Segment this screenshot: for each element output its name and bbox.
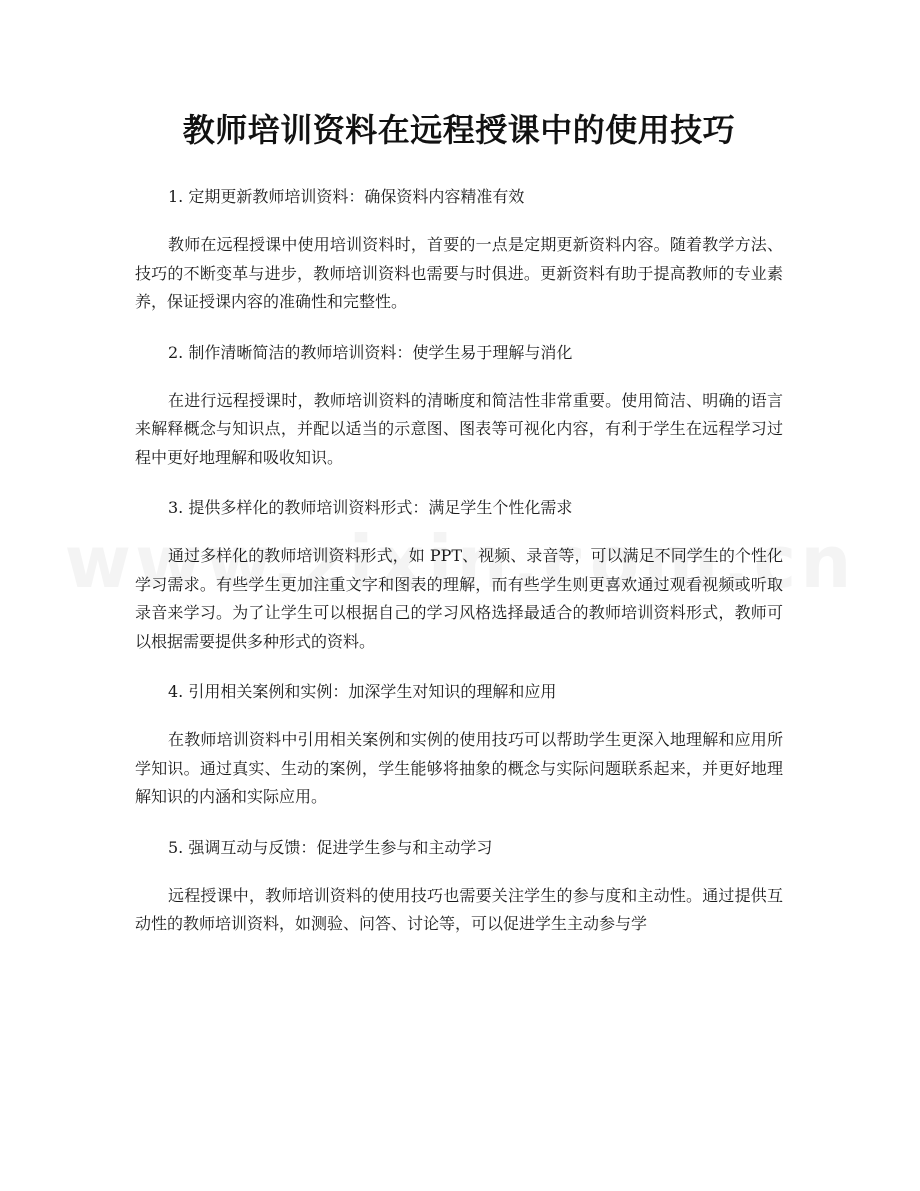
section-paragraph: 在进行远程授课时，教师培训资料的清晰度和简洁性非常重要。使用简洁、明确的语言来解释概念与知识点，并配以适当的示意图、图表等可视化内容，有利于学生在远程学习过程中更好地理解和吸收知识。	[135, 390, 783, 467]
section-1	[135, 179, 783, 335]
section-5	[135, 830, 783, 939]
section-paragraph: 远程授课中，教师培训资料的使用技巧也需要关注学生的参与度和主动性。通过提供互动性的教师培训资料，如测验、问答、讨论等，可以促进学生主动参与学	[135, 885, 783, 933]
document-body	[135, 179, 783, 939]
section-heading: 1. 定期更新教师培训资料：确保资料内容精准有效	[168, 187, 525, 206]
section-2	[135, 335, 783, 491]
section-4	[135, 674, 783, 830]
section-heading: 5. 强调互动与反馈：促进学生参与和主动学习	[168, 837, 493, 857]
page-title: 教师培训资料在远程授课中的使用技巧	[182, 111, 736, 149]
section-3	[135, 490, 783, 674]
section-paragraph: 在教师培训资料中引用相关案例和实例的使用技巧可以帮助学生更深入地理解和应用所学知识。通过真实、生动的案例，学生能够将抽象的概念与实际问题联系起来，并更好地理解知识的内涵和实际应用。	[135, 730, 783, 806]
section-paragraph: 教师在远程授课中使用培训资料时，首要的一点是定期更新资料内容。随着教学方法、技巧的不断变革与进步，教师培训资料也需要与时俱进。更新资料有助于提高教师的专业素养，保证授课内容的准确性和完整性。	[135, 235, 783, 311]
section-paragraph: 通过多样化的教师培训资料形式，如 PPT、视频、录音等，可以满足不同学生的个性化学习需求。有些学生更加注重文字和图表的理解，而有些学生则更喜欢通过观看视频或听取录音来学习。为了让学生可以根据自己的学习风格选择最适合的教师培训资料形式，教师可以根据需要提供多种形式的资料。	[135, 546, 783, 651]
section-heading: 2. 制作清晰简洁的教师培训资料：使学生易于理解与消化	[168, 342, 573, 362]
section-heading: 4. 引用相关案例和实例：加深学生对知识的理解和应用	[168, 682, 557, 701]
section-heading: 3. 提供多样化的教师培训资料形式：满足学生个性化需求	[168, 498, 573, 517]
